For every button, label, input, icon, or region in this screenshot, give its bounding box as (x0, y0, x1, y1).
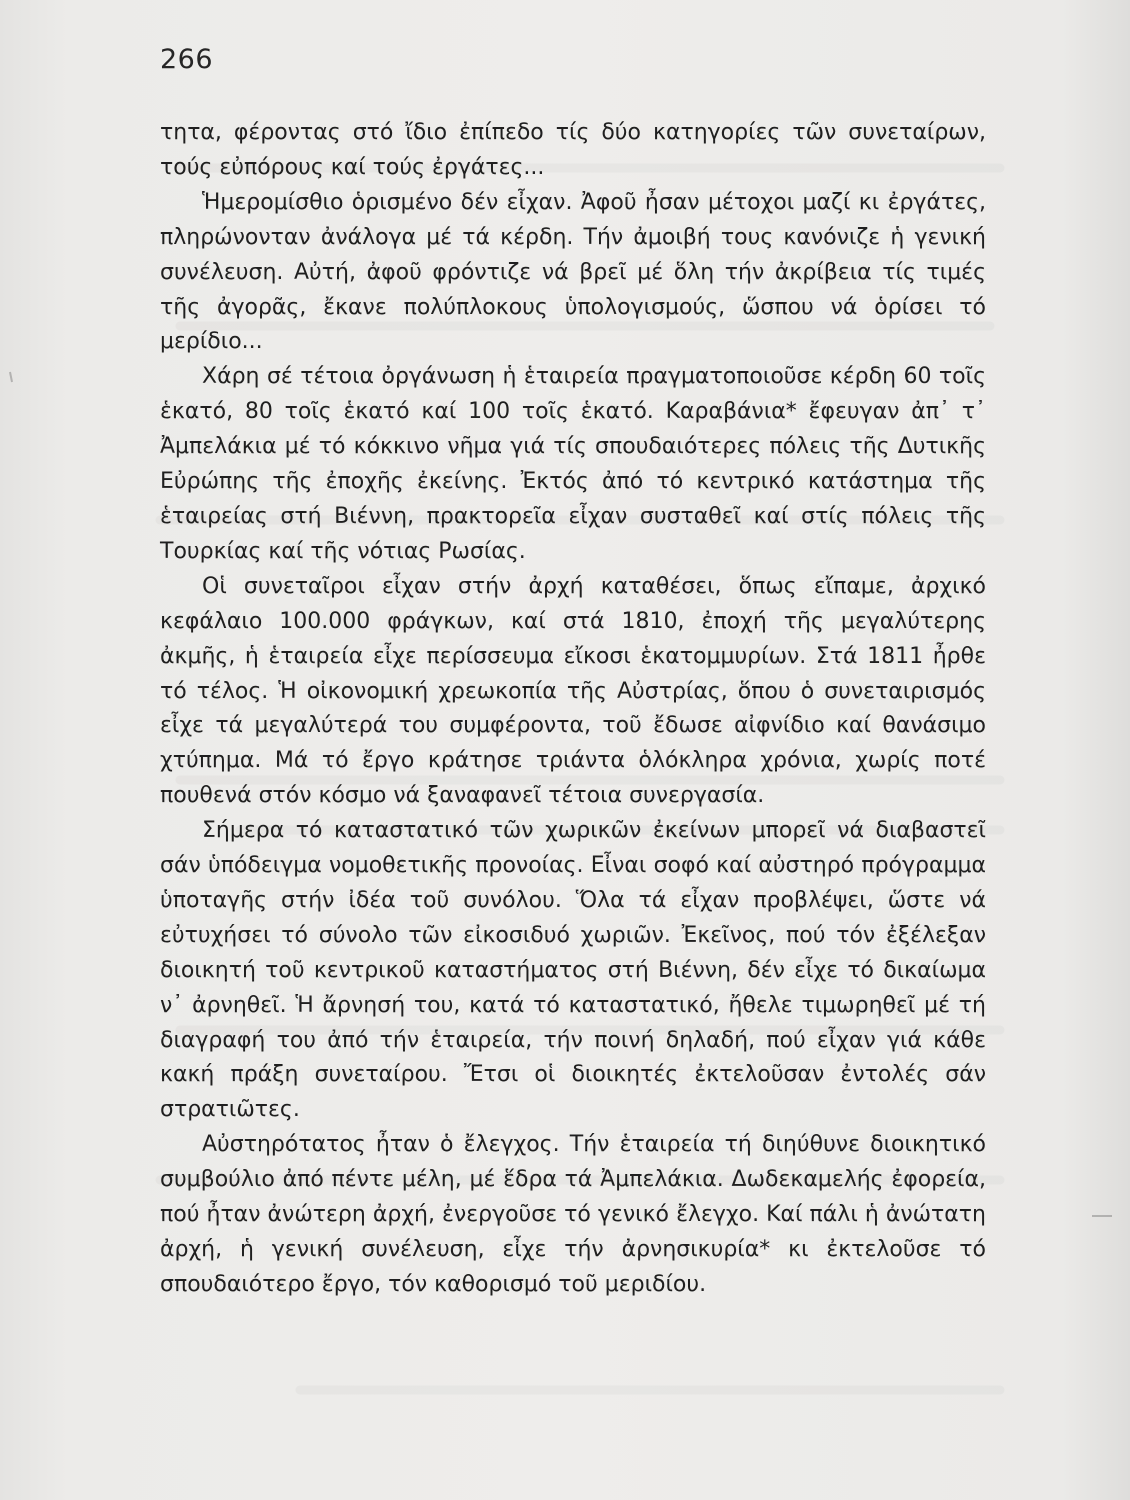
paragraph: Αὐστηρότατος ἦταν ὁ ἔλεγχος. Τήν ἑταιρεία τή διηύθυνε διοικητικό συμβούλιο ἀπό πέντε μέλη, μέ ἕδρα τά Ἀμπελάκια. Δωδεκαμελής ἐφορεία, πού ἦταν ἀνώτερη ἀρχή, ἐνεργοῦσε τό γενικό ἔλεγχο. Καί πάλι ἡ ἀνώτατη ἀρχή, ἡ γενική συνέλευση, εἶχε τήν ἀρνησικυρία* κι ἐκτελοῦσε τό σπουδαιότερο ἔργο, τόν καθορισμό τοῦ μεριδίου. (160, 1132, 986, 1297)
paragraph: Οἱ συνεταῖροι εἶχαν στήν ἀρχή καταθέσει, ὅπως εἴπαμε, ἀρχικό κεφάλαιο 100.000 φράγκων, καί στά 1810, ἐποχή τῆς μεγαλύτερης ἀκμῆς, ἡ ἑταιρεία εἶχε περίσσευμα εἴκοσι ἑκατομμυρίων. Στά 1811 ἦρθε τό τέλος. Ἡ οἰκονομική χρεωκοπία τῆς Αὐστρίας, ὅπου ὁ συνεταιρισμός εἶχε τά μεγαλύτερά του συμφέροντα, τοῦ ἔδωσε αἰφνίδιο καί θανάσιμο χτύπημα. Μά τό ἔργο κράτησε τριάντα ὁλόκληρα χρόνια, χωρίς ποτέ πουθενά στόν κόσμο νά ξαναφανεῖ τέτοια συνεργασία. (160, 573, 986, 809)
paragraph: τητα, φέροντας στό ἴδιο ἐπίπεδο τίς δύο κατηγορίες τῶν συνεταίρων, τούς εὐπόρους καί τούς ἐργάτες... (160, 120, 986, 180)
page-number: 266 (160, 44, 214, 75)
paragraph: Χάρη σέ τέτοια ὀργάνωση ἡ ἑταιρεία πραγματοποιοῦσε κέρδη 60 τοῖς ἑκατό, 80 τοῖς ἑκατό καί 100 τοῖς ἑκατό. Καραβάνια* ἔφευγαν ἀπ᾽ τ᾽ Ἀμπελάκια μέ τό κόκκινο νῆμα γιά τίς σπουδαιότερες πόλεις τῆς Δυτικῆς Εὐρώπης τῆς ἐποχῆς ἐκείνης. Ἐκτός ἀπό τό κεντρικό κατάστημα τῆς ἑταιρείας στή Βιέννη, πρακτορεῖα εἶχαν συσταθεῖ καί στίς πόλεις τῆς Τουρκίας καί τῆς νότιας Ρωσίας. (160, 364, 986, 564)
paragraph: Ἡμερομίσθιο ὁρισμένο δέν εἶχαν. Ἀφοῦ ἦσαν μέτοχοι μαζί κι ἐργάτες, πληρώνονταν ἀνάλογα μέ τά κέρδη. Τήν ἀμοιβή τους κανόνιζε ἡ γενική συνέλευση. Αὐτή, ἀφοῦ φρόντιζε νά βρεῖ μέ ὅλη τήν ἀκρίβεια τίς τιμές τῆς ἀγορᾶς, ἔκανε πολύπλοκους ὑπολογισμούς, ὥσπου νά ὁρίσει τό μερίδιο... (160, 189, 986, 355)
body-text (160, 116, 986, 1303)
paragraph: Σήμερα τό καταστατικό τῶν χωρικῶν ἐκείνων μπορεῖ νά διαβαστεῖ σάν ὑπόδειγμα νομοθετικῆς προνοίας. Εἶναι σοφό καί αὐστηρό πρόγραμμα ὑποταγῆς στήν ἰδέα τοῦ συνόλου. Ὅλα τά εἶχαν προβλέψει, ὥστε νά εὐτυχήσει τό σύνολο τῶν εἰκοσιδυό χωριῶν. Ἐκεῖνος, πού τόν ἐξέλεξαν διοικητή τοῦ κεντρικοῦ καταστήματος στή Βιέννη, δέν εἶχε τό δικαίωμα ν᾽ ἀρνηθεῖ. Ἡ ἄρνησή του, κατά τό καταστατικό, ἤθελε τιμωρηθεῖ μέ τή διαγραφή του ἀπό τήν ἑταιρεία, τήν ποινή δηλαδή, πού εἶχαν γιά κάθε κακή πράξη συνεταίρου. Ἔτσι οἱ διοικητές ἐκτελοῦσαν ἐντολές σάν στρατιῶτες. (160, 818, 986, 1123)
